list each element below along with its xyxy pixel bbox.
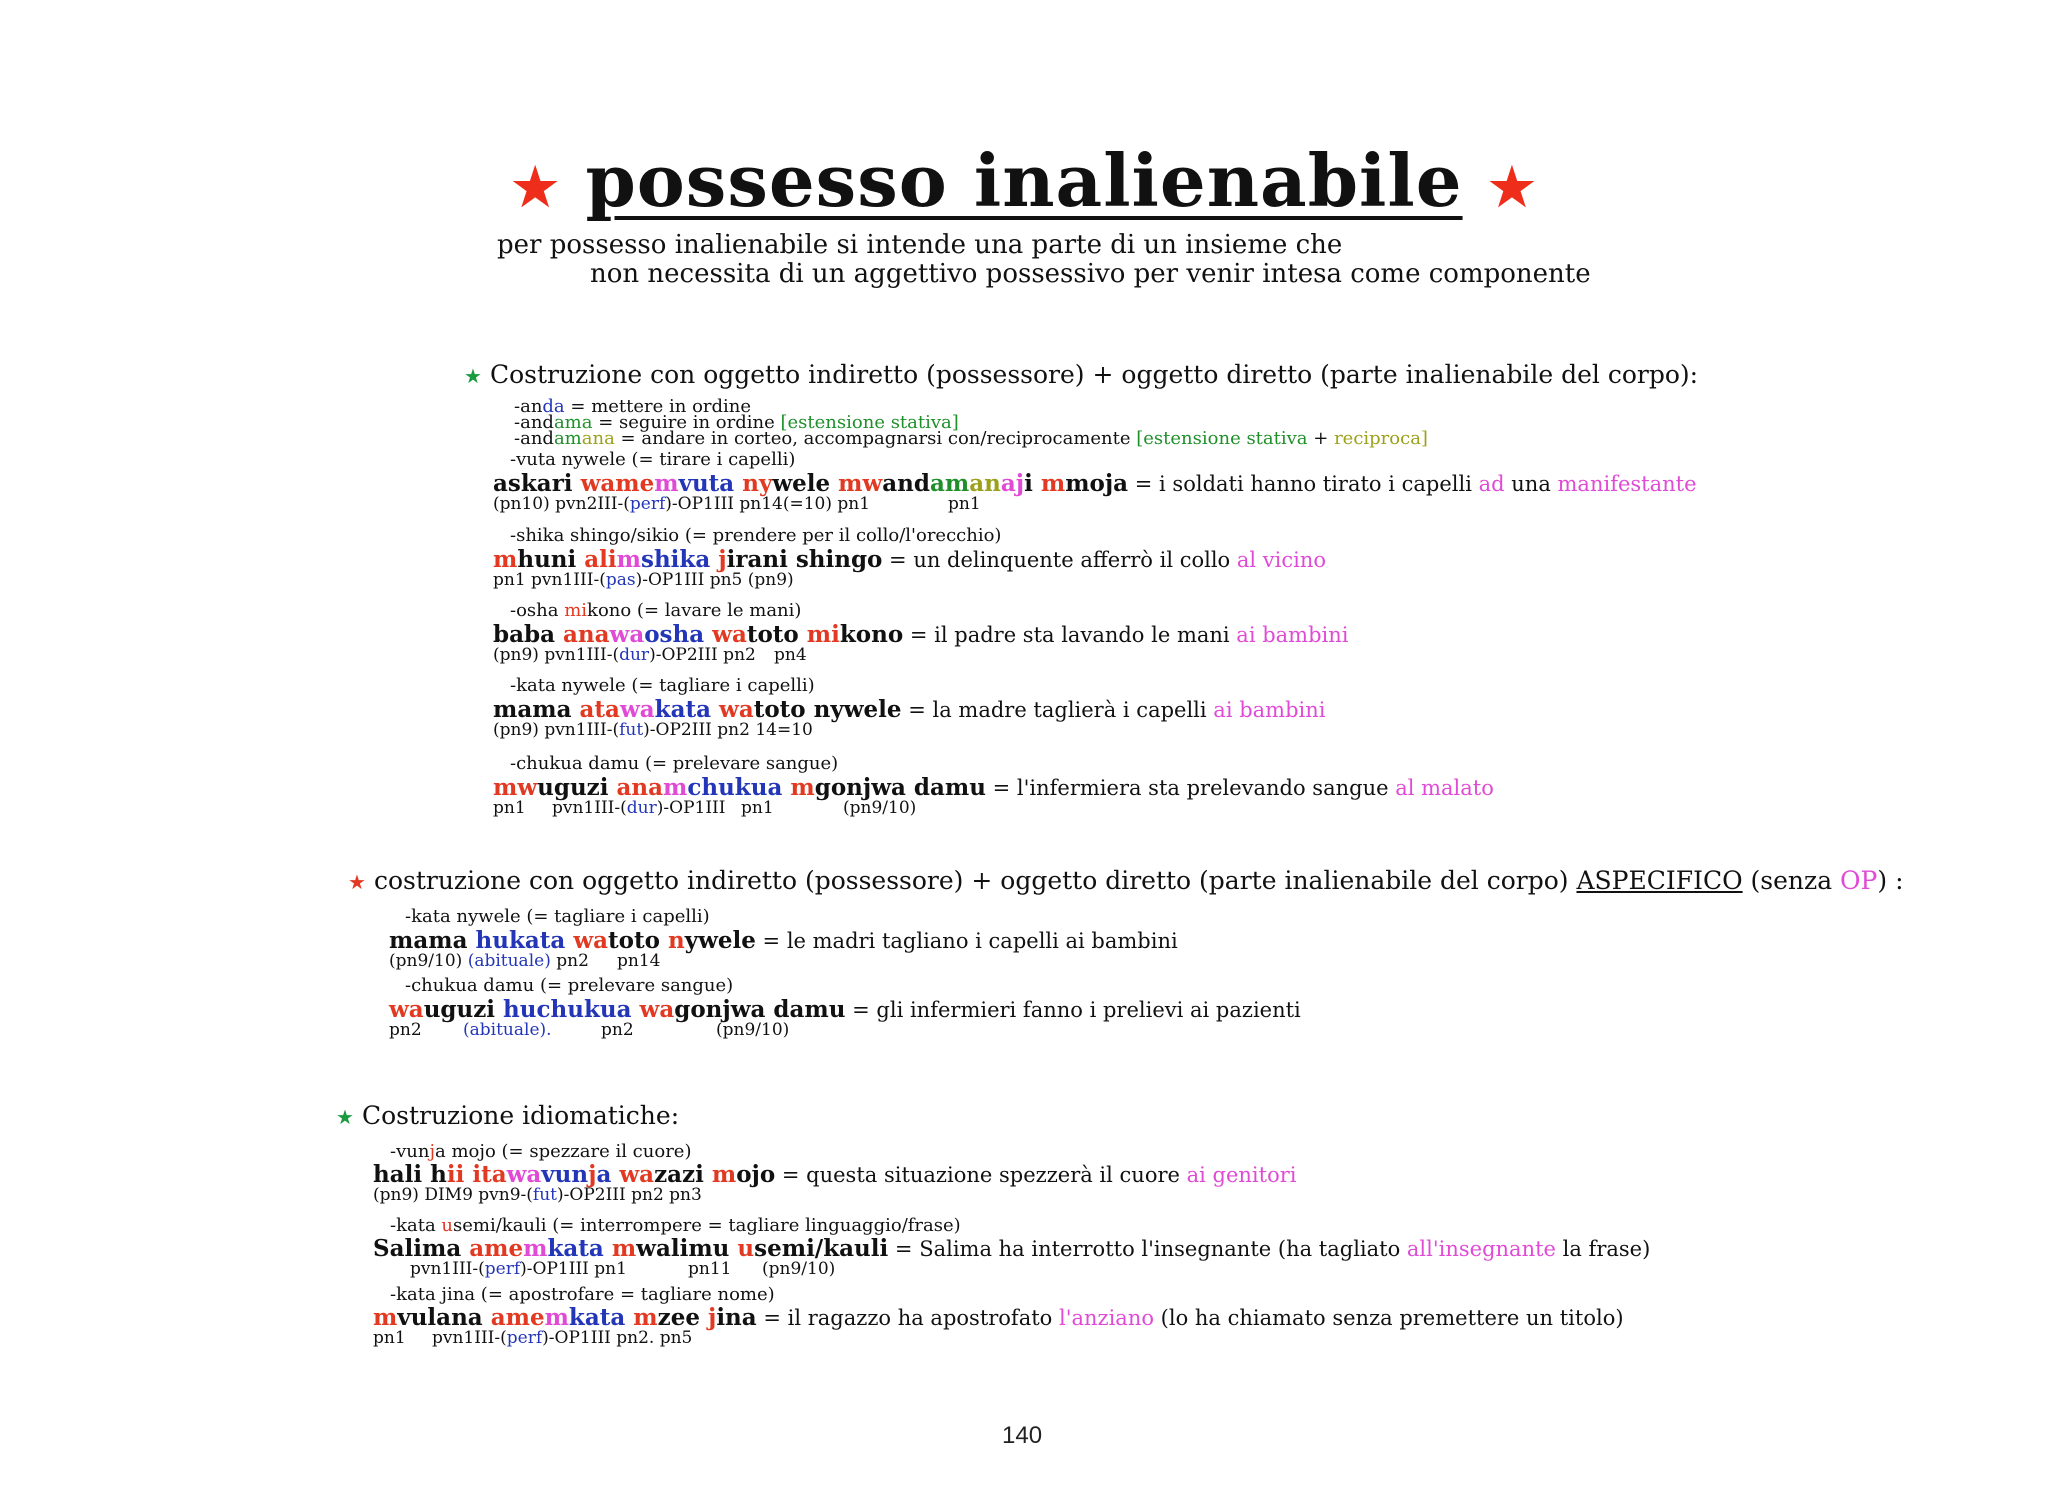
verb-andamana: -andamana = andare in corteo, accompagnarsi con/reciprocamente [estensione stativa + reciproca] [514, 428, 1428, 449]
gloss: (pn9) DIM9 pvn9-(fut)-OP2III pn2 pn3 [373, 1185, 702, 1205]
verb-kata-usemi: -kata usemi/kauli (= interrompere = tagliare linguaggio/frase) [390, 1215, 961, 1236]
example-sentence: mhuni alimshika jirani shingo = un delinquente afferrò il collo al vicino [493, 546, 1327, 573]
gloss: pn2 [389, 1020, 422, 1040]
gloss: (abituale). [463, 1020, 552, 1040]
example-sentence: mama hukata watoto nywele = le madri tagliano i capelli ai bambini [389, 927, 1178, 954]
example-sentence: askari wamemvuta nywele mwandamanaji mmoja = i soldati hanno tirato i capelli ad una manifestante [493, 470, 1697, 497]
section-1-heading: ★ Costruzione con oggetto indiretto (possessore) + oggetto diretto (parte inalienabile del corpo): [464, 360, 1699, 389]
gloss: pn2 [601, 1020, 634, 1040]
gloss: pvn1III-(perf)-OP1III pn1 [410, 1259, 627, 1279]
verb-andama: -andama = seguire in ordine [estensione stativa] [514, 412, 959, 433]
gloss: (pn10) pvn2III-(perf)-OP1III pn14(=10) pn1 [493, 494, 871, 514]
star-bullet-icon: ★ [348, 870, 366, 894]
page-title [0, 138, 2048, 223]
verb-kata: -kata nywele (= tagliare i capelli) [510, 675, 815, 696]
gloss: pn11 [688, 1259, 732, 1279]
verb-chukua: -chukua damu (= prelevare sangue) [510, 753, 839, 774]
verb-kata: -kata nywele (= tagliare i capelli) [405, 906, 710, 927]
star-icon: ★ [511, 156, 560, 218]
gloss: pn1 [741, 798, 774, 818]
verb-vuta: -vuta nywele (= tirare i capelli) [510, 449, 796, 470]
verb-anda: -anda = mettere in ordine [514, 396, 752, 417]
verb-vunja: -vunja mojo (= spezzare il cuore) [390, 1141, 692, 1162]
gloss: (pn9/10) (abituale) pn2 [389, 951, 589, 971]
gloss: (pn9/10) [762, 1259, 836, 1279]
gloss: pn1 [493, 798, 526, 818]
gloss: pvn1III-(perf)-OP1III pn2. pn5 [432, 1328, 693, 1348]
star-bullet-icon: ★ [336, 1105, 354, 1129]
gloss: pn1 [373, 1328, 406, 1348]
example-sentence: mwuguzi anamchukua mgonjwa damu = l'infermiera sta prelevando sangue al malato [493, 774, 1494, 801]
example-sentence: wauguzi huchukua wagonjwa damu = gli infermieri fanno i prelievi ai pazienti [389, 996, 1301, 1023]
page-number: 140 [1002, 1422, 1043, 1449]
intro-line-1: per possesso inalienabile si intende una parte di un insieme che [497, 230, 1343, 260]
example-sentence: baba anawaosha watoto mikono = il padre sta lavando le mani ai bambini [493, 621, 1349, 648]
example-sentence: hali hii itawavunja wazazi mojo = questa situazione spezzerà il cuore ai genitori [373, 1161, 1297, 1188]
gloss: pn14 [617, 951, 661, 971]
gloss: (pn9) pvn1III-(dur)-OP2III pn2 [493, 645, 756, 665]
verb-shika: -shika shingo/sikio (= prendere per il collo/l'orecchio) [510, 525, 1002, 546]
gloss: pn4 [774, 645, 807, 665]
example-sentence: Salima amemkata mwalimu usemi/kauli = Salima ha interrotto l'insegnante (ha tagliato all'insegnante la frase) [373, 1235, 1651, 1262]
example-sentence: mama atawakata watoto nywele = la madre taglierà i capelli ai bambini [493, 696, 1326, 723]
gloss: (pn9/10) [716, 1020, 790, 1040]
verb-kata-jina: -kata jina (= apostrofare = tagliare nome) [390, 1284, 775, 1305]
section-3-heading: ★ Costruzione idiomatiche: [336, 1101, 680, 1130]
verb-osha: -osha mikono (= lavare le mani) [510, 600, 802, 621]
gloss: pn1 pvn1III-(pas)-OP1III pn5 (pn9) [493, 570, 794, 590]
gloss: pvn1III-(dur)-OP1III [552, 798, 726, 818]
section-2-heading: ★ costruzione con oggetto indiretto (possessore) + oggetto diretto (parte inalienabile del corpo) ASPECIFICO (senza OP) : [348, 866, 1904, 895]
verb-chukua: -chukua damu (= prelevare sangue) [405, 975, 734, 996]
gloss: (pn9) pvn1III-(fut)-OP2III pn2 14=10 [493, 720, 813, 740]
gloss: (pn9/10) [843, 798, 917, 818]
title-text: possesso inalienabile [585, 138, 1463, 223]
star-icon: ★ [1488, 156, 1537, 218]
star-bullet-icon: ★ [464, 364, 482, 388]
gloss: pn1 [948, 494, 981, 514]
example-sentence: mvulana amemkata mzee jina = il ragazzo ha apostrofato l'anziano (lo ha chiamato senza premettere un titolo) [373, 1304, 1624, 1331]
intro-line-2: non necessita di un aggettivo possessivo per venir intesa come componente [590, 259, 1591, 289]
